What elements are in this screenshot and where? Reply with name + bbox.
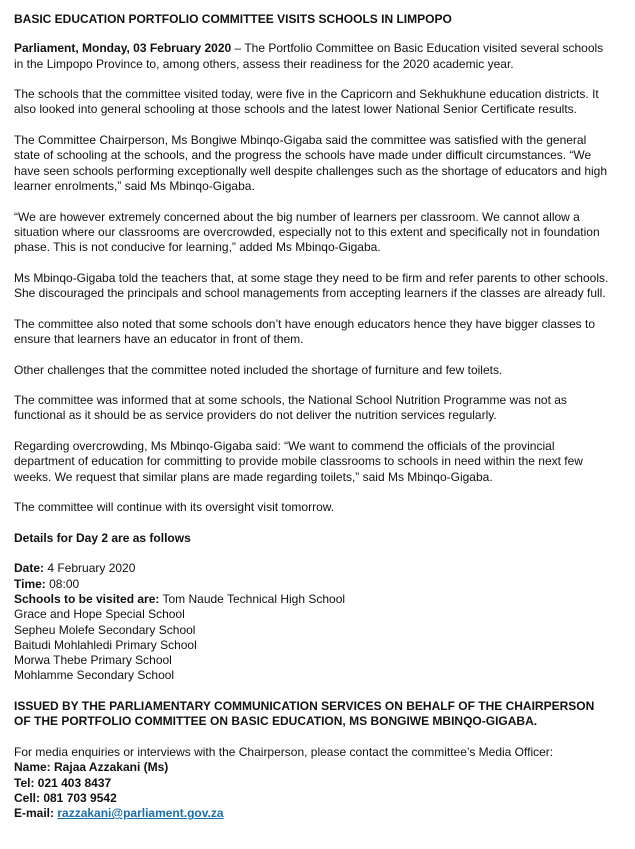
contact-cell: Cell: 081 703 9542 [14,790,117,805]
press-release [14,12,614,837]
paragraph-continue-visit: The committee will continue with its oversight visit tomorrow. [14,500,335,515]
schools-list-item: Baitudi Mohlahledi Primary School [14,637,197,652]
page-title: BASIC EDUCATION PORTFOLIO COMMITTEE VISITS SCHOOLS IN LIMPOPO [14,12,452,26]
contact-intro: For media enquiries or interviews with the Chairperson, please contact the committee’s Media Officer: [14,744,554,759]
day2-date [14,561,614,576]
school-name: Tom Naude Technical High School [159,591,346,606]
issued-by-statement: ISSUED BY THE PARLIAMENTARY COMMUNICATION SERVICES ON BEHALF OF THE CHAIRPERSON OF THE PORTFOLIO COMMITTEE ON BASIC EDUCATION, MS BONGIWE MBINQO-GIGABA. [14,699,595,729]
dateline: Parliament, Monday, 03 February 2020 [14,41,232,56]
schools-label: Schools to be visited are: [14,591,160,606]
schools-list-item: Morwa Thebe Primary School [14,653,172,668]
paragraph-overcrowding-concern: “We are however extremely concerned about the big number of learners per classroom. We cannot allow a situation where our classrooms are overcrowded, especially not to this extent and specifically not in foundation phase. This is not conducive for learning,” added Ms Mbinqo-Gigaba. [14,209,600,255]
contact-tel: Tel: 021 403 8437 [14,775,112,790]
contact-email-row [14,806,614,821]
paragraph-intro [14,41,614,72]
paragraph-other-challenges: Other challenges that the committee noted included the shortage of furniture and few toilets. [14,362,503,377]
schools-list-item: Sepheu Molefe Secondary School [14,622,196,637]
day2-time [14,577,614,592]
date-value: 4 February 2020 [44,561,136,576]
date-label: Date: [14,561,45,576]
paragraph-educator-shortage: The committee also noted that some schools don’t have enough educators hence they have bigger classes to ensure that learners have an educator in front of them. [14,316,596,346]
media-contact [14,745,614,821]
email-link[interactable]: razzakani@parliament.gov.za [57,806,224,821]
paragraph-chairperson-statement: The Committee Chairperson, Ms Bongiwe Mbinqo-Gigaba said the committee was satisfied with the general state of schooling at the schools, and the progress the schools have made under difficult circumstances. “We have seen schools performing exceptionally well despite challenges such as the shortage of educators and high learner enrolments,” said Ms Mbinqo-Gigaba. [14,133,608,193]
paragraph-teachers-advice: Ms Mbinqo-Gigaba told the teachers that, at some stage they need to be firm and refer parents to other schools. She discouraged the principals and school managements from accepting learners if the classes are already full. [14,270,609,301]
day2-heading: Details for Day 2 are as follows [14,530,191,545]
day2-details [14,561,614,683]
contact-name: Name: Rajaa Azzakani (Ms) [14,760,169,775]
schools-list-item [14,592,614,607]
paragraph-mobile-classrooms: Regarding overcrowding, Ms Mbinqo-Gigaba said: “We want to commend the officials of the provincial department of education for committing to provide mobile classrooms to schools in need within the next few weeks. We request that similar plans are made regarding toilets,” said Ms Mbinqo-Gigaba. [14,439,583,484]
paragraph-nutrition-programme: The committee was informed that at some schools, the National School Nutrition Programme was not as functional as it should be as service providers do not deliver the nutrition services regularly. [14,393,567,423]
intro-text: – The Portfolio Committee on Basic Education visited several schools in the Limpopo Province to, among others, assess their readiness for the 2020 academic year. [14,41,604,71]
schools-list-item: Grace and Hope Special School [14,607,185,622]
email-label: E-mail: [14,806,58,821]
paragraph-schools-visited: The schools that the committee visited today, were five in the Capricorn and Sekhukhune education districts. It also looked into general schooling at those schools and the latest lower National Senior Certificate results. [14,87,599,117]
time-value: 08:00 [45,576,80,591]
schools-list-item: Mohlamme Secondary School [14,668,175,683]
time-label: Time: [14,576,46,591]
